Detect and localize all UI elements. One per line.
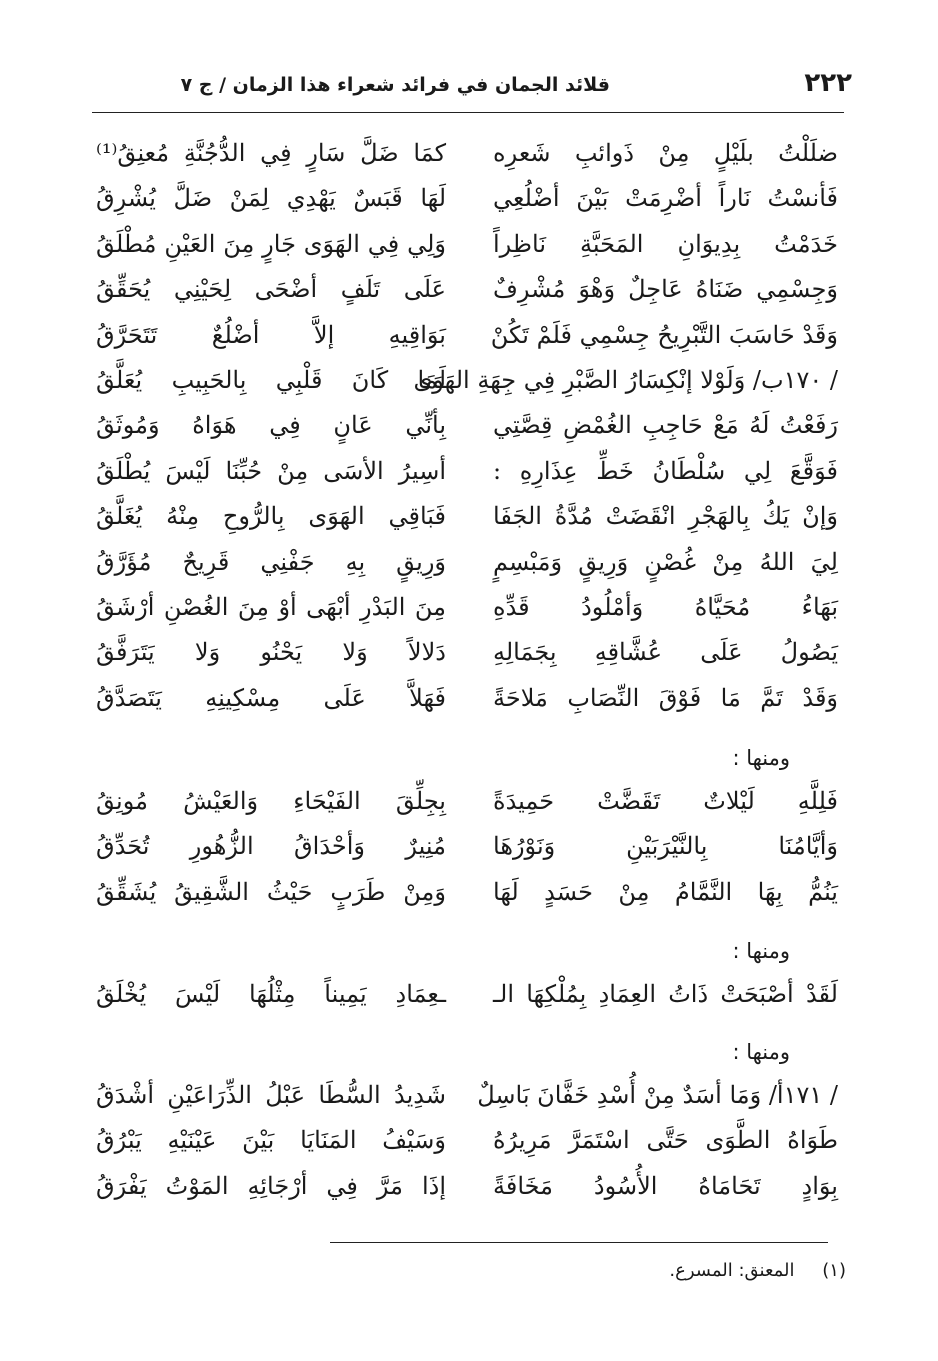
first-hemistich: فَلِلَّهِ لَيْلاتٌ تَقَضَّتْ حَمِيدَةً — [493, 787, 838, 815]
second-hemistich: بِجِلِّقَ الفَيْحَاءِ وَالعَيْشُ مُونِقُ — [96, 787, 446, 815]
first-hemistich: رَفَعْتُ لَهُ مَعْ حَاجِبِ الغُمْضِ قِصَّتِي — [493, 411, 838, 440]
footnote-rule — [330, 1242, 828, 1243]
second-hemistich: وَمِنْ طَرَبٍ حَيْثُ الشَّقِيقُ يُشَقِّقُ — [96, 877, 446, 906]
second-hemistich: فَهَلاَّ عَلَى مِسْكِينِهِ يَتَصَدَّقُ — [96, 683, 446, 712]
verse — [0, 1073, 938, 1118]
first-hemistich: وَإنْ يَكُ بِالهَجْرِ انْقَضَتْ مُدَّةُ الجَفَا — [493, 502, 838, 531]
verse — [0, 267, 938, 312]
poem-block-2 — [0, 779, 938, 915]
verse — [0, 585, 938, 630]
verse — [0, 176, 938, 221]
first-hemistich: طَوَاهُ الطَّوَى حَتَّى اسْتَمَرَّ مَرِيرُهُ — [493, 1126, 838, 1155]
first-hemistich: بِوَادٍ تَحَامَاهُ الأُسُودُ مَخَافَةً — [493, 1171, 838, 1200]
first-hemistich: لِيَ اللهُ مِنْ غُصْنٍ وَرِيقٍ وَمَبْسِمٍ — [493, 547, 838, 576]
poem-block-1 — [0, 131, 938, 721]
second-hemistich: أسِيرُ الأسَى مِنْ حُبِّنَا لَيْسَ يُطْلَقُ — [96, 456, 446, 485]
second-hemistich: وَرِيقٍ بِهِ جَفْنِي قَرِيحٌ مُؤَرَّقُ — [96, 547, 446, 576]
verse — [0, 972, 938, 1017]
verse — [0, 1164, 938, 1209]
first-hemistich: فَأنسْتُ نَاراً أضْرِمَتْ بَيْنَ أضْلُعِي — [493, 184, 838, 213]
page-number: ٢٢٢ — [804, 68, 852, 98]
verse — [0, 358, 938, 403]
verse — [0, 403, 938, 448]
verse — [0, 222, 938, 267]
first-hemistich: يَنُمُّ بِهَا النَّمَّامُ مِنْ حَسَدٍ لَهَا — [493, 877, 838, 906]
poem-block-3 — [0, 972, 938, 1017]
first-hemistich: وَجِسْمِي ضَنَاهُ عَاجِلٌ وَهْوَ مُشْرِفٌ — [493, 275, 838, 304]
first-hemistich: وَأيَّامُنَا بِالنَّيْرَبَيْنِ وَنَوْرُهَا — [493, 832, 838, 861]
verse — [0, 313, 938, 358]
header-rule — [92, 112, 844, 113]
second-hemistich: فَبَاقِي الهَوَى بِالرُّوحِ مِنْهُ يُغَلَّقُ — [96, 502, 446, 531]
second-hemistich: مُنِيرٌ وَأحْدَاقُ الزُّهُورِ تُحَدِّقُ — [96, 832, 446, 861]
verse — [0, 494, 938, 539]
first-hemistich: خَدَمْتُ بِدِيوَانِ المَحَبَّةِ نَاظِراً — [493, 229, 838, 258]
first-hemistich: بَهَاءُ مُحَيَّاهُ وَأمْلُودُ قَدِّهِ — [493, 592, 838, 621]
second-hemistich: وَلِي فِي الهَوَى جَارٍ مِنَ العَيْنِ مُطْلَقُ — [96, 229, 446, 258]
verse — [0, 449, 938, 494]
verse — [0, 1118, 938, 1163]
verse — [0, 540, 938, 585]
section-label: ومنها : — [732, 746, 790, 770]
verse — [0, 630, 938, 675]
running-title: قلائد الجمان في فرائد شعراء هذا الزمان / ج ٧ — [180, 74, 610, 96]
second-hemistich: ـعِمَادِ يَمِيناً مِثْلُهَا لَيْسَ يُخْلَقُ — [96, 980, 446, 1008]
second-hemistich: شَدِيدُ السُّطَا عَبْلُ الذِّرَاعَيْنِ أشْدَقُ — [96, 1081, 446, 1109]
verse — [0, 870, 938, 915]
second-hemistich: عَلَى تَلَفٍ أضْحَى لِحَيْنِي يُحَقِّقُ — [96, 275, 446, 304]
footnote — [669, 1260, 846, 1281]
verse — [0, 676, 938, 721]
first-hemistich: يَصُولُ عَلَى عُشَّاقِهِ بِجَمَالِهِ — [493, 638, 838, 667]
first-hemistich: فَوَقَّعَ لِي سُلْطَانُ خَطِّ عِذَارِهِ : — [493, 456, 838, 485]
second-hemistich: إذَا مَرَّ فِي أرْجَائِهِ المَوْتُ يَفْرَقُ — [96, 1171, 446, 1200]
second-hemistich: لَمَا كَانَ قَلْبِي بِالحَبِيبِ يُعَلَّقُ — [96, 365, 446, 394]
second-hemistich: دَلالاً وَلا يَحْنُو وَلا يَتَرَفَّقُ — [96, 638, 446, 667]
second-hemistich: لَهَا قَبَسٌ يَهْدِي لِمَنْ ضَلَّ يُشْرِقُ — [96, 184, 446, 213]
section-label: ومنها : — [732, 1040, 790, 1064]
footnote-number: (١) — [822, 1260, 846, 1281]
poem-block-4 — [0, 1073, 938, 1209]
second-hemistich: بِأنِّي عَانٍ فِي هَوَاهُ وَمُوثَقُ — [96, 411, 446, 440]
verse — [0, 824, 938, 869]
verse — [0, 779, 938, 824]
verse — [0, 131, 938, 176]
first-hemistich: وَقَدْ تَمَّ مَا فَوْقَ النِّصَابِ مَلاحَةً — [493, 683, 838, 712]
first-hemistich: وَقَدْ حَاسَبَ التَّبْرِيحُ جِسْمِي فَلَمْ تَكُنْ — [490, 320, 838, 349]
first-hemistich: لَقَدْ أصْبَحَتْ ذَاتُ العِمَادِ بِمُلْكِهَا الـ — [493, 980, 838, 1008]
section-label: ومنها : — [732, 939, 790, 963]
first-hemistich: / ١٧٠ب/ وَلَوْلا إنْكِسَارُ الصَّبْرِ فِي جِهَةِ الهَوَى — [413, 365, 838, 394]
page-header — [80, 68, 860, 108]
second-hemistich: مِنَ البَدْرِ أبْهَى أوْ مِنَ الغُصْنِ أرْشَقُ — [96, 592, 446, 621]
first-hemistich: ضلَلْتُ بلَيْلٍ مِنْ ذَوائبِ شَعرِه — [493, 139, 838, 167]
first-hemistich: / ١٧١أ/ وَمَا أسَدٌ مِنْ أُسْدِ خَفَّانَ بَاسِلٌ — [477, 1081, 838, 1109]
second-hemistich: كمَا ضَلَّ سَارٍ فِي الدُّجُنَّةِ مُعنِقُ⁽¹⁾ — [96, 139, 446, 167]
second-hemistich: وَسَيْفُ المَنَايَا بَيْنَ عَيْنَيْهِ يَبْرُقُ — [96, 1126, 446, 1155]
second-hemistich: بَوَاقِيهِ إلاَّ أضْلُعٌ تَتَحَرَّقُ — [96, 320, 446, 349]
footnote-text: المعنق: المسرع. — [669, 1260, 795, 1281]
